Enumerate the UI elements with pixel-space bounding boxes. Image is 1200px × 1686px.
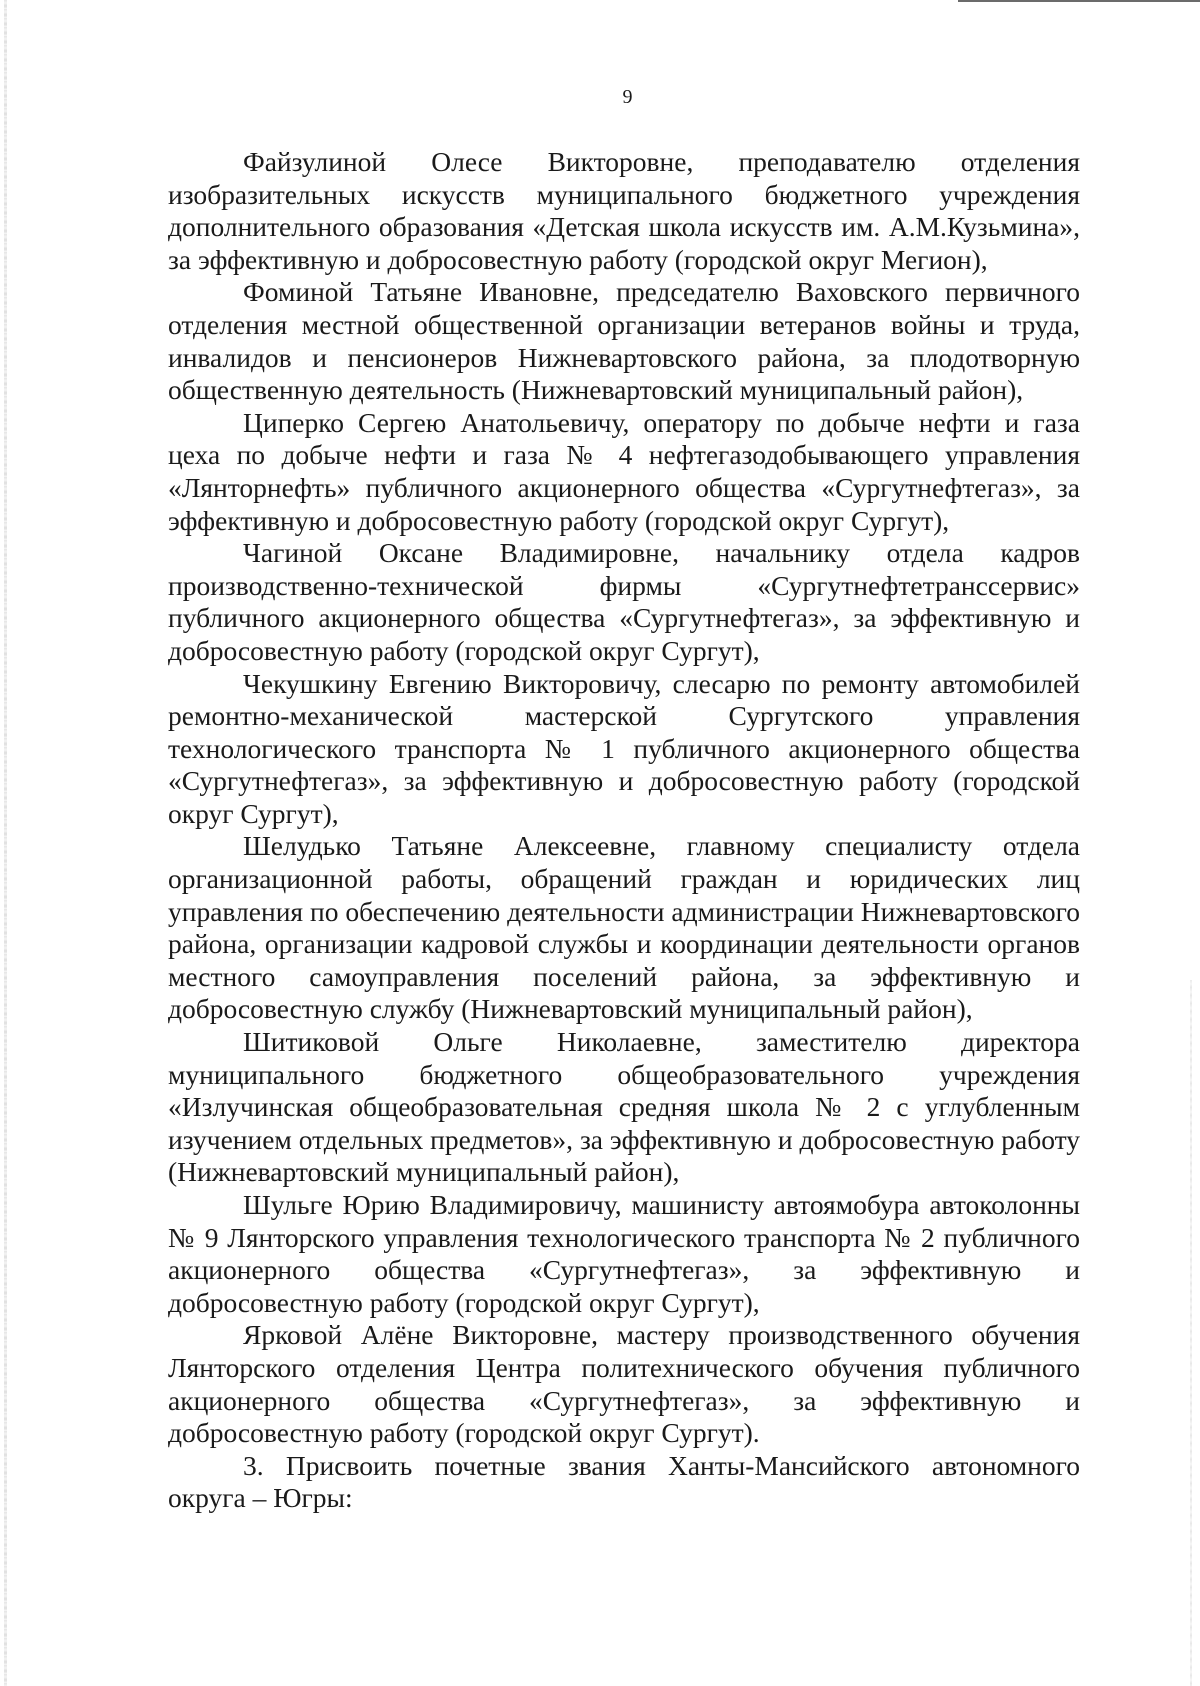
paragraph-faizulina: Файзулиной Олесе Викторовне, преподавателю отделения изобразительных искусств муниципального бюджетного учреждения дополнительного образования «Детская школа искусств им. А.М.Кузьмина», за эффективную и добросовестную работу (городской округ Мегион), <box>168 146 1080 275</box>
document-body <box>168 146 1080 1515</box>
scan-edge-left <box>4 0 7 1686</box>
paragraph-section-3: 3. Присвоить почетные звания Ханты-Мансийского автономного округа – Югры: <box>168 1449 1080 1514</box>
page-number: 9 <box>622 86 633 108</box>
paragraph-chekushkin: Чекушкину Евгению Викторовичу, слесарю по ремонту автомобилей ремонтно-механической мастерской Сургутского управления технологического транспорта № 1 публичного акционерного общества «Сургутнефтегаз», за эффективную и добросовестную работу (городской округ Сургут), <box>168 667 1080 829</box>
top-rule <box>958 0 1200 2</box>
paragraph-chagina: Чагиной Оксане Владимировне, начальнику отдела кадров производственно-технической фирмы «Сургутнефтетранссервис» публичного акционерного общества «Сургутнефтегаз», за эффективную и добросовестную работу (городской округ Сургут), <box>168 537 1080 666</box>
paragraph-shulga: Шульге Юрию Владимировичу, машинисту автоямобура автоколонны № 9 Лянторского управления технологического транспорта № 2 публичного акционерного общества «Сургутнефтегаз», за эффективную и добросовестную работу (городской округ Сургут), <box>168 1189 1080 1318</box>
paragraph-yarkova: Ярковой Алёне Викторовне, мастеру производственного обучения Лянторского отделения Центра политехнического обучения публичного акционерного общества «Сургутнефтегаз», за эффективную и добросовестную работу (городской округ Сургут). <box>168 1319 1080 1449</box>
paragraph-sheludko: Шелудько Татьяне Алексеевне, главному специалисту отдела организационной работы, обращений граждан и юридических лиц управления по обеспечению деятельности администрации Нижневартовского района, организации кадровой службы и координации деятельности органов местного самоуправления поселений района, за эффективную и добросовестную службу (Нижневартовский муниципальный район), <box>168 830 1080 1025</box>
paragraph-ciperko: Циперко Сергею Анатольевичу, оператору по добыче нефти и газа цеха по добыче нефти и газа № 4 нефтегазодобывающего управления «Лянторнефть» публичного акционерного общества «Сургутнефтегаз», за эффективную и добросовестную работу (городской округ Сургут), <box>168 406 1080 536</box>
paragraph-fomina: Фоминой Татьяне Ивановне, председателю Ваховского первичного отделения местной общественной организации ветеранов войны и труда, инвалидов и пенсионеров Нижневартовского района, за плодотворную общественную деятельность (Нижневартовский муниципальный район), <box>168 276 1080 406</box>
paragraph-shitikova: Шитиковой Ольге Николаевне, заместителю директора муниципального бюджетного общеобразовательного учреждения «Излучинская общеобразовательная средняя школа № 2 с углубленным изучением отдельных предметов», за эффективную и добросовестную работу (Нижневартовский муниципальный район), <box>168 1026 1080 1188</box>
scan-edge-right <box>1190 980 1192 1686</box>
